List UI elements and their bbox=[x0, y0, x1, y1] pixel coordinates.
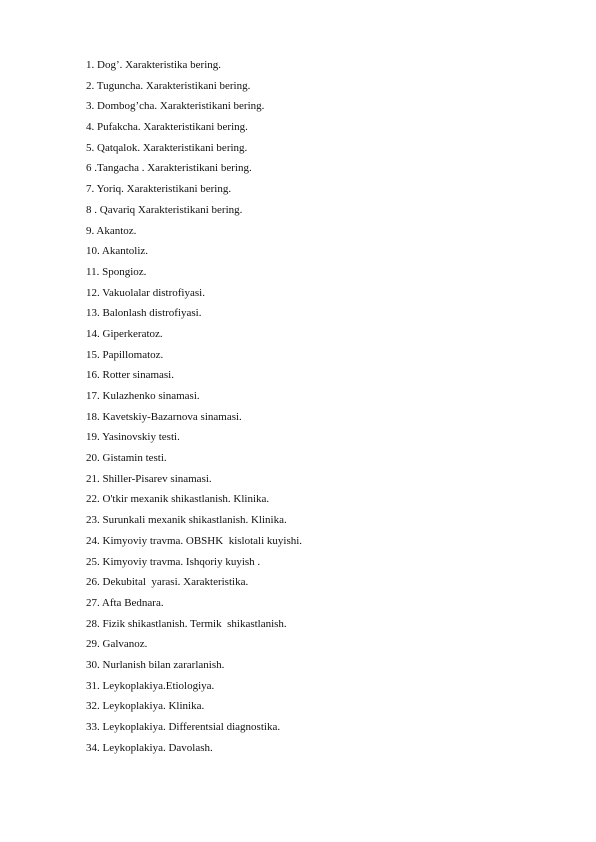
list-item: 20. Gistamin testi. bbox=[86, 452, 167, 465]
list-item: 3. Dombog’cha. Xarakteristikani bering. bbox=[86, 100, 265, 113]
list-item: 21. Shiller-Pisarev sinamasi. bbox=[86, 472, 212, 485]
list-item: 19. Yasinovskiy testi. bbox=[86, 431, 180, 444]
list-item: 7. Yoriq. Xarakteristikani bering. bbox=[86, 183, 232, 196]
list-item: 16. Rotter sinamasi. bbox=[86, 369, 174, 382]
list-item: 23. Surunkali mexanik shikastlanish. Klinika. bbox=[86, 514, 287, 527]
list-item: 30. Nurlanish bilan zararlanish. bbox=[86, 658, 225, 671]
list-item: 17. Kulazhenko sinamasi. bbox=[86, 390, 200, 402]
list-item: 8 . Qavariq Xarakteristikani bering. bbox=[86, 203, 243, 216]
list-item: 22. O'tkir mexanik shikastlanish. Klinika. bbox=[86, 493, 270, 506]
list-item: 29. Galvanoz. bbox=[86, 638, 148, 651]
list-item: 24. Kimyoviy travma. OBSHK kislotali kuyishi. bbox=[86, 534, 303, 547]
list-item: 11. Spongioz. bbox=[86, 265, 147, 278]
list-item: 27. Afta Bednara. bbox=[86, 596, 164, 609]
list-item: 28. Fizik shikastlanish. Termik shikastlanish. bbox=[86, 617, 287, 630]
list-item: 4. Pufakcha. Xarakteristikani bering. bbox=[86, 121, 248, 134]
list-item: 34. Leykoplakiya. Davolash. bbox=[86, 741, 213, 754]
list-item: 32. Leykoplakiya. Klinika. bbox=[86, 700, 205, 713]
list-item: 6 .Tangacha . Xarakteristikani bering. bbox=[86, 162, 252, 175]
list-item: 13. Balonlash distrofiyasi. bbox=[86, 307, 202, 320]
list-item: 15. Papillomatoz. bbox=[86, 348, 164, 361]
list-item: 25. Kimyoviy travma. Ishqoriy kuyish . bbox=[86, 555, 261, 568]
list-item: 18. Kavetskiy-Bazarnova sinamasi. bbox=[86, 410, 242, 423]
list-item: 1. Dog’. Xarakteristika bering. bbox=[86, 59, 222, 71]
list-item: 2. Tuguncha. Xarakteristikani bering. bbox=[86, 79, 251, 92]
list-item: 31. Leykoplakiya.Etiologiya. bbox=[86, 679, 215, 692]
list-item: 9. Akantoz. bbox=[86, 224, 137, 237]
list-item: 10. Akantoliz. bbox=[86, 245, 149, 258]
list-item: 26. Dekubital yarasi. Xarakteristika. bbox=[86, 576, 249, 589]
list-item: 33. Leykoplakiya. Differentsial diagnostika. bbox=[86, 721, 281, 733]
question-list bbox=[86, 55, 302, 758]
list-item: 12. Vakuolalar distrofiyasi. bbox=[86, 286, 205, 299]
list-item: 14. Giperkeratoz. bbox=[86, 327, 163, 340]
list-item: 5. Qatqalok. Xarakteristikani bering. bbox=[86, 141, 248, 154]
